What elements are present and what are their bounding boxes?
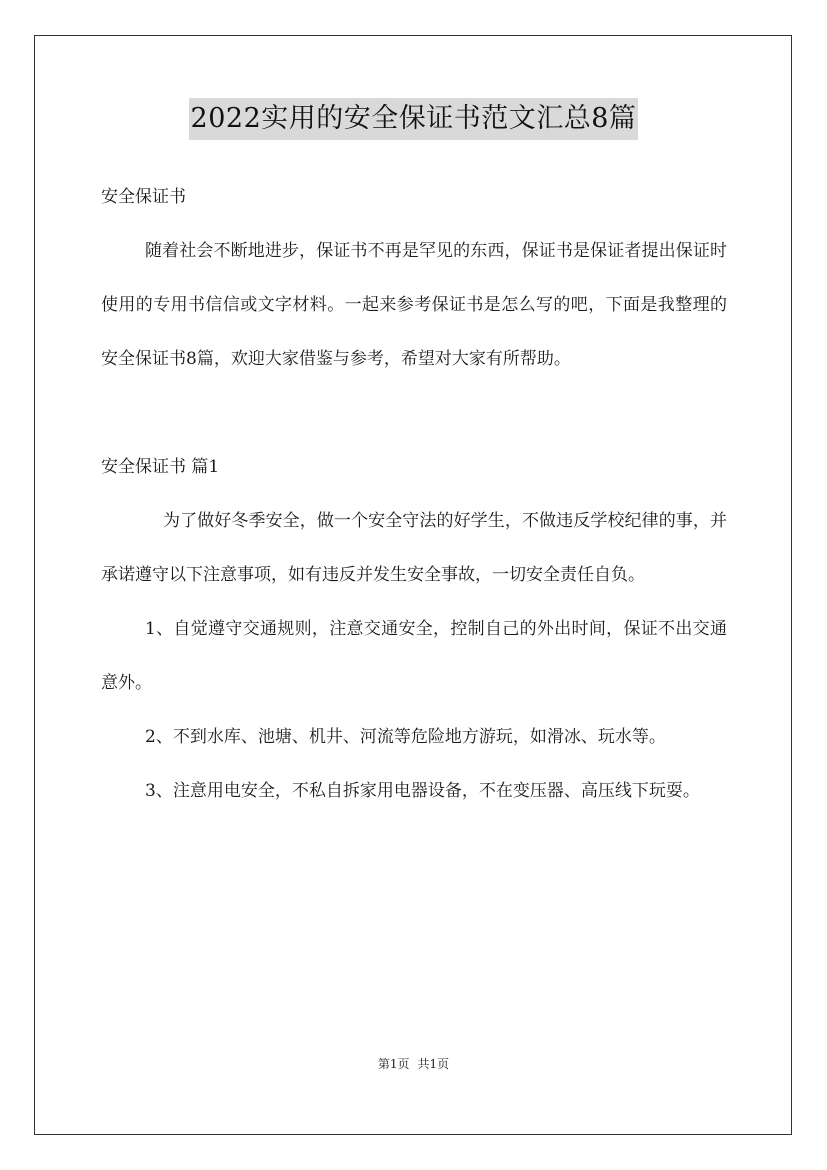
intro-heading: 安全保证书 xyxy=(101,187,186,207)
section-paragraph-intro: 为了做好冬季安全，做一个安全守法的好学生，不做违反学校纪律的事，并承诺遵守以下注意事项，如有违反并发生安全事故，一切安全责任自负。 xyxy=(101,511,727,585)
document-body xyxy=(101,170,727,818)
section-item-2: 2、不到水库、池塘、机井、河流等危险地方游玩，如滑冰、玩水等。 xyxy=(145,727,666,747)
title-container xyxy=(0,98,827,140)
intro-paragraph: 随着社会不断地进步，保证书不再是罕见的东西，保证书是保证者提出保证时使用的专用书信信或文字材料。一起来参考保证书是怎么写的吧，下面是我整理的安全保证书8篇，欢迎大家借鉴与参考，希望对大家有所帮助。 xyxy=(101,241,727,369)
page-footer xyxy=(0,1056,827,1072)
page-number-total: 共1页 xyxy=(417,1057,450,1071)
section-item-1: 1、自觉遵守交通规则，注意交通安全，控制自己的外出时间，保证不出交通意外。 xyxy=(101,619,727,693)
page-number-current: 第1页 xyxy=(377,1057,410,1071)
section-item-3: 3、注意用电安全，不私自拆家用电器设备，不在变压器、高压线下玩耍。 xyxy=(145,781,700,801)
section-heading: 安全保证书 篇1 xyxy=(101,457,220,477)
document-title: 2022实用的安全保证书范文汇总8篇 xyxy=(189,98,639,140)
paragraph-spacer xyxy=(101,386,727,440)
